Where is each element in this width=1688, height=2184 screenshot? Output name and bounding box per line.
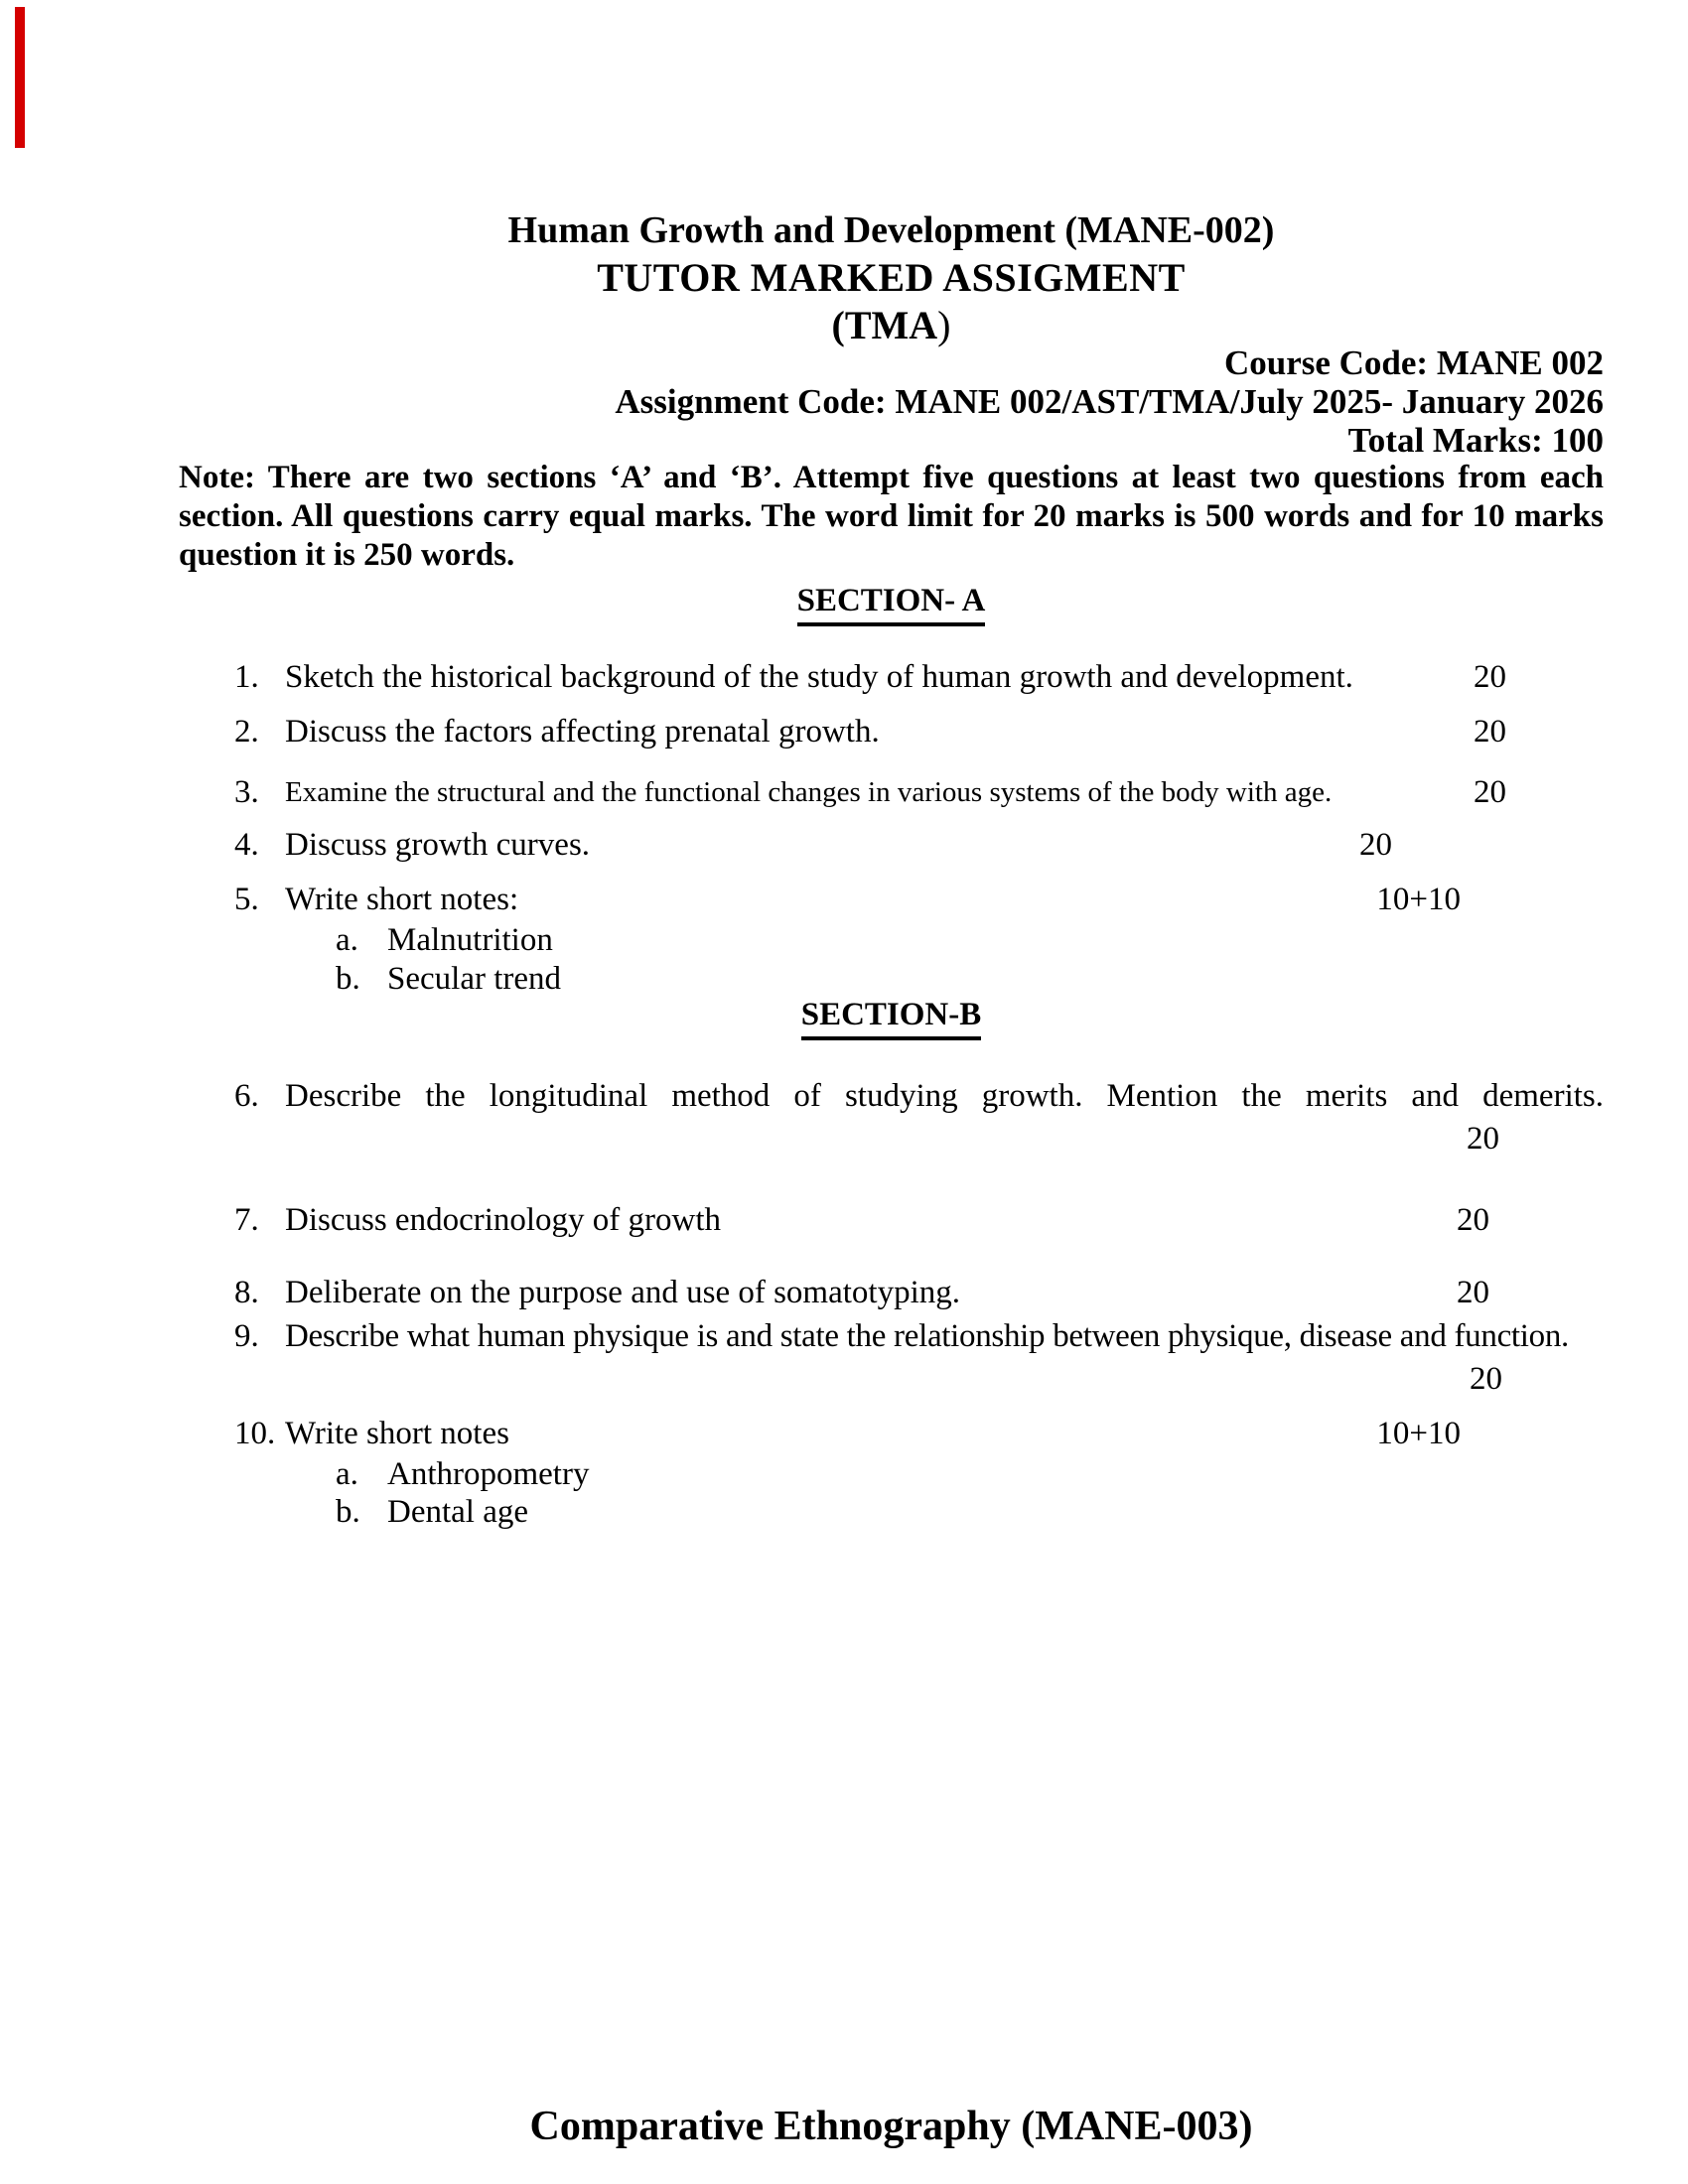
question-number: 6.: [234, 1078, 259, 1114]
course-title: Human Growth and Development (MANE-002): [507, 209, 1275, 251]
question-text: Deliberate on the purpose and use of somatotyping.: [285, 1275, 960, 1310]
subitem-text: Secular trend: [387, 961, 562, 997]
question-number: 5.: [234, 882, 259, 917]
document-title-block: [179, 206, 1604, 349]
question-text: Discuss growth curves.: [285, 827, 591, 863]
section-b-heading-text: SECTION-B: [801, 995, 982, 1040]
subitem-label: a.: [336, 922, 358, 958]
subitem-label: a.: [336, 1456, 358, 1492]
assignment-meta-block: [179, 343, 1604, 460]
question-row-9: [234, 1315, 1604, 1357]
tma-abbreviation: [179, 302, 1604, 349]
next-course-title: Comparative Ethnography (MANE-003): [529, 2104, 1253, 2149]
question-marks: 20: [1474, 714, 1506, 750]
question-number: 2.: [234, 714, 259, 750]
subitem-10b: [336, 1494, 528, 1530]
question-marks: 20: [1467, 1121, 1499, 1157]
question-text: Examine the structural and the functional changes in various systems of the body with age.: [285, 776, 1333, 808]
question-text: Discuss endocrinology of growth: [285, 1202, 722, 1238]
question-text: Describe what human physique is and state the relationship between physique, disease and function.: [285, 1318, 1570, 1354]
question-row-3: [234, 774, 1604, 810]
question-number: 7.: [234, 1202, 259, 1238]
red-pen-mark: [15, 7, 25, 148]
question-row-10: [234, 1416, 1604, 1451]
question-marks: 20: [1457, 1202, 1489, 1238]
tma-abbreviation-paren: ): [937, 303, 951, 347]
total-marks: Total Marks: 100: [1347, 421, 1604, 460]
question-marks: 20: [1359, 827, 1392, 863]
question-number: 3.: [234, 774, 259, 810]
question-text: Describe the longitudinal method of studying growth. Mention the merits and demerits.: [285, 1078, 1604, 1114]
subitem-text: Dental age: [387, 1494, 529, 1530]
subitem-text: Anthropometry: [387, 1456, 590, 1492]
instructions-note: Note: There are two sections ‘A’ and ‘B’. Attempt five questions at least two questions from each section. All questions carry equal marks. The word limit for 20 marks is 500 words and for 10 marks question it is 250 words.: [179, 460, 1604, 573]
section-a-heading: [179, 581, 1604, 626]
section-b-heading: [179, 995, 1604, 1040]
question-marks: 20: [1470, 1361, 1502, 1397]
subitem-10a: [336, 1456, 589, 1492]
subitem-5a: [336, 922, 553, 958]
assignment-type-title: TUTOR MARKED ASSIGMENT: [597, 255, 1186, 300]
question-marks: 10+10: [1376, 882, 1461, 917]
question-row-5: [234, 882, 1604, 917]
question-row-8: [234, 1275, 1604, 1310]
subitem-text: Malnutrition: [387, 922, 553, 958]
question-number: 8.: [234, 1275, 259, 1310]
question-number: 9.: [234, 1318, 259, 1354]
question-row-1: [234, 659, 1604, 695]
section-a-heading-text: SECTION- A: [797, 581, 986, 626]
tma-abbreviation-main: (TMA: [831, 303, 938, 347]
question-text: Write short notes: [285, 1416, 509, 1451]
question-row-2: [234, 714, 1604, 750]
subitem-label: b.: [336, 1494, 360, 1530]
question-marks: 20: [1474, 774, 1506, 810]
question-marks: 10+10: [1376, 1416, 1461, 1451]
question-text: Sketch the historical background of the study of human growth and development.: [285, 659, 1353, 695]
subitem-label: b.: [336, 961, 360, 997]
question-text: Discuss the factors affecting prenatal growth.: [285, 714, 880, 750]
question-row-7: [234, 1202, 1604, 1238]
question-row-6: [234, 1075, 1604, 1117]
assignment-code: Assignment Code: MANE 002/AST/TMA/July 2025- January 2026: [615, 382, 1604, 421]
question-marks: 20: [1474, 659, 1506, 695]
question-marks: 20: [1457, 1275, 1489, 1310]
question-text: Write short notes:: [285, 882, 519, 917]
question-number: 1.: [234, 659, 259, 695]
subitem-5b: [336, 961, 561, 997]
question-number: 10.: [234, 1416, 276, 1451]
question-number: 4.: [234, 827, 259, 863]
course-code: Course Code: MANE 002: [1223, 343, 1604, 382]
question-row-4: [234, 827, 1604, 863]
